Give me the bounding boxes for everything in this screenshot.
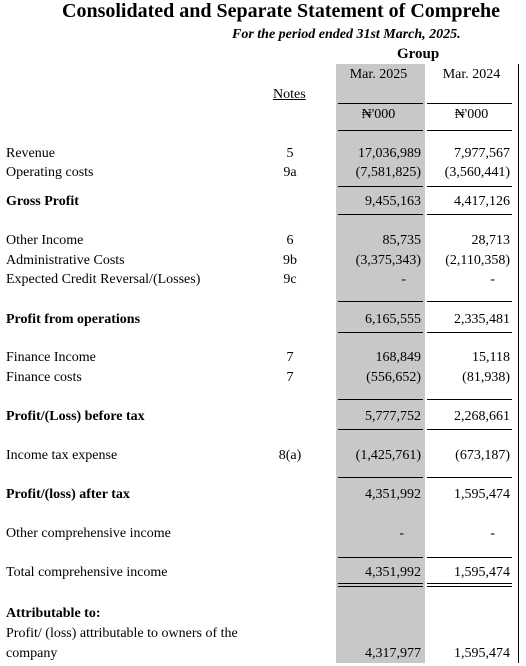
row-value-2024: 1,595,474 — [454, 646, 510, 661]
row-value-2024: 4,417,126 — [454, 194, 510, 209]
currency-2024: ₦'000 — [454, 107, 489, 122]
row-gross-profit — [0, 194, 526, 214]
row-value-2025: 4,317,977 — [365, 646, 421, 661]
row-value-2025: 4,351,992 — [365, 565, 421, 580]
row-value-2025: 168,849 — [375, 350, 421, 365]
currency-rule-2025 — [338, 130, 423, 131]
row-value-2025: (7,581,825) — [355, 165, 421, 180]
row-value-2025: 6,165,555 — [365, 312, 421, 327]
row-note: 7 — [286, 350, 294, 365]
row-attributable-owners — [0, 646, 526, 666]
rule — [338, 214, 423, 215]
row-note: 7 — [286, 370, 294, 385]
rule — [427, 477, 512, 478]
row-attributable-heading — [0, 606, 526, 626]
rule — [338, 429, 423, 430]
row-value-2025: (556,652) — [366, 370, 421, 385]
row-note: 9c — [283, 272, 297, 287]
row-label: Expected Credit Reversal/(Losses) — [6, 272, 201, 287]
row-income-tax — [0, 448, 526, 468]
row-label: Other Income — [6, 233, 84, 248]
row-label: Profit/(loss) after tax — [6, 487, 130, 502]
row-value-2024: 1,595,474 — [454, 487, 510, 502]
row-label: Operating costs — [6, 165, 94, 180]
row-value-2025: 9,455,163 — [365, 194, 421, 209]
row-attributable-owners-line1 — [0, 626, 526, 646]
row-value-2025: 4,351,992 — [365, 487, 421, 502]
row-label: company — [6, 646, 58, 661]
group-header: Group — [397, 46, 440, 62]
row-profit-from-operations — [0, 312, 526, 332]
row-value-2025: - — [399, 526, 404, 541]
row-label: Gross Profit — [6, 194, 79, 209]
rule — [338, 557, 423, 558]
row-total-comprehensive-income — [0, 565, 526, 585]
row-label: Finance costs — [6, 370, 82, 385]
row-label: Other comprehensive income — [6, 526, 171, 541]
row-note: 9a — [283, 165, 297, 180]
row-value-2025: - — [401, 272, 406, 287]
row-label: Attributable to: — [6, 606, 101, 621]
row-note: 8(a) — [278, 448, 302, 463]
row-value-2024: 2,335,481 — [454, 312, 510, 327]
row-profit-after-tax — [0, 487, 526, 507]
row-other-income — [0, 233, 526, 253]
rule — [427, 557, 512, 558]
row-value-2025: (3,375,343) — [355, 253, 421, 268]
rule — [338, 301, 423, 302]
rule — [427, 332, 512, 333]
row-other-comprehensive-income — [0, 526, 526, 546]
rule — [427, 301, 512, 302]
row-label: Profit/ (loss) attributable to owners of the — [6, 626, 238, 641]
statement-title: Consolidated and Separate Statement of Comprehe — [62, 0, 500, 22]
row-profit-before-tax — [0, 409, 526, 429]
row-finance-income — [0, 350, 526, 370]
currency-2025: ₦'000 — [361, 107, 396, 122]
column-header-2024: Mar. 2024 — [442, 67, 501, 82]
row-value-2024: 28,713 — [471, 233, 510, 248]
row-value-2024: 1,595,474 — [454, 565, 510, 580]
row-value-2024: 15,118 — [472, 350, 510, 365]
double-rule-top — [338, 583, 423, 584]
notes-header: Notes — [273, 87, 306, 102]
currency-rule-2024 — [427, 130, 512, 131]
row-value-2024: (673,187) — [455, 448, 510, 463]
rule — [427, 186, 512, 187]
row-label: Profit/(Loss) before tax — [6, 409, 145, 424]
rule — [338, 399, 423, 400]
double-rule-bottom — [427, 586, 512, 587]
row-value-2024: - — [490, 272, 495, 287]
row-value-2025: 17,036,989 — [358, 146, 421, 161]
row-note: 6 — [286, 233, 294, 248]
row-note: 5 — [286, 146, 294, 161]
row-label: Profit from operations — [6, 312, 141, 327]
double-rule-top — [427, 583, 512, 584]
row-value-2025: 5,777,752 — [365, 409, 421, 424]
column-header-2025: Mar. 2025 — [349, 67, 408, 82]
row-value-2024: (3,560,441) — [444, 165, 510, 180]
row-value-2025: (1,425,761) — [355, 448, 421, 463]
row-value-2024: 2,268,661 — [454, 409, 510, 424]
row-operating-costs — [0, 165, 526, 185]
row-label: Revenue — [6, 146, 55, 161]
rule — [427, 214, 512, 215]
row-finance-costs — [0, 370, 526, 390]
row-label: Administrative Costs — [6, 253, 125, 268]
row-note: 9b — [283, 253, 297, 268]
header-rule-2024 — [427, 103, 512, 104]
rule — [427, 429, 512, 430]
row-label: Total comprehensive income — [6, 565, 168, 580]
rule — [427, 399, 512, 400]
row-label: Income tax expense — [6, 448, 118, 463]
rule — [338, 186, 423, 187]
rule — [338, 477, 423, 478]
row-expected-credit — [0, 272, 526, 292]
row-value-2025: 85,735 — [382, 233, 421, 248]
row-label: Finance Income — [6, 350, 96, 365]
row-revenue — [0, 146, 526, 166]
row-value-2024: - — [490, 526, 495, 541]
row-value-2024: 7,977,567 — [454, 146, 510, 161]
statement-period: For the period ended 31st March, 2025. — [232, 27, 461, 42]
header-rule-2025 — [338, 103, 423, 104]
row-value-2024: (2,110,358) — [445, 253, 510, 268]
row-administrative-costs — [0, 253, 526, 273]
row-value-2024: (81,938) — [462, 370, 510, 385]
double-rule-bottom — [338, 586, 423, 587]
rule — [338, 332, 423, 333]
